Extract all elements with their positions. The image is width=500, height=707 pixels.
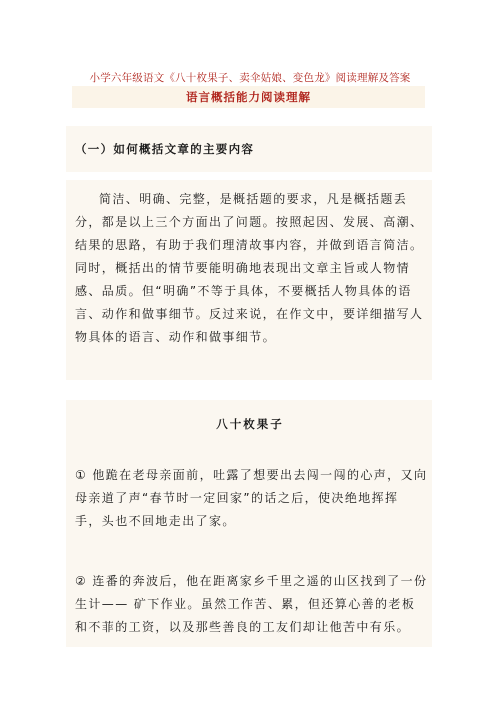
story-item-1 — [75, 464, 430, 533]
intro-line: 分，都是以上三个方面出了问题。按照起因、发展、高潮、 — [75, 215, 424, 229]
story-line: 手，头也不回地走出了家。 — [75, 514, 236, 528]
story-line: ② 连番的奔波后，他在距离家乡千里之遥的山区找到了一份 — [75, 574, 428, 588]
story-line: ① 他跪在老母亲面前，吐露了想要出去闯一闯的心声，又向 — [75, 468, 428, 482]
intro-line: 物具体的语言、动作和做事细节。 — [75, 330, 277, 344]
document-title: 小学六年级语文《八十枚果子、卖伞姑娘、变色龙》阅读理解及答案 — [89, 72, 411, 84]
intro-line: 感、品质。但“明确”不等于具体，不要概括人物具体的语 — [75, 284, 412, 298]
intro-line: 同时，概括出的情节要能明确地表现出文章主旨或人物情 — [75, 261, 411, 275]
section-heading: （一）如何概括文章的主要内容 — [75, 142, 255, 156]
intro-line: 简洁、明确、完整，是概括题的要求，凡是概括题丢 — [99, 192, 408, 206]
intro-line: 言、动作和做事细节。反过来说，在作文中，要详细描写人 — [75, 307, 424, 321]
section-banner: 语言概括能力阅读理解 — [72, 86, 425, 108]
story-line: 和不菲的工资，以及那些善良的工友们却让他苦中有乐。 — [75, 620, 411, 634]
story-item-2 — [75, 570, 430, 639]
story-title: 八十枚果子 — [216, 417, 284, 431]
intro-line: 结果的思路，有助于我们理清故事内容，并做到语言简洁。 — [75, 238, 424, 252]
intro-paragraph — [75, 188, 430, 349]
story-line: 生计—— 矿下作业。虽然工作苦、累，但还算心善的老板 — [75, 597, 416, 611]
story-line: 母亲道了声“春节时一定回家”的话之后，使决绝地挥挥 — [75, 491, 399, 505]
